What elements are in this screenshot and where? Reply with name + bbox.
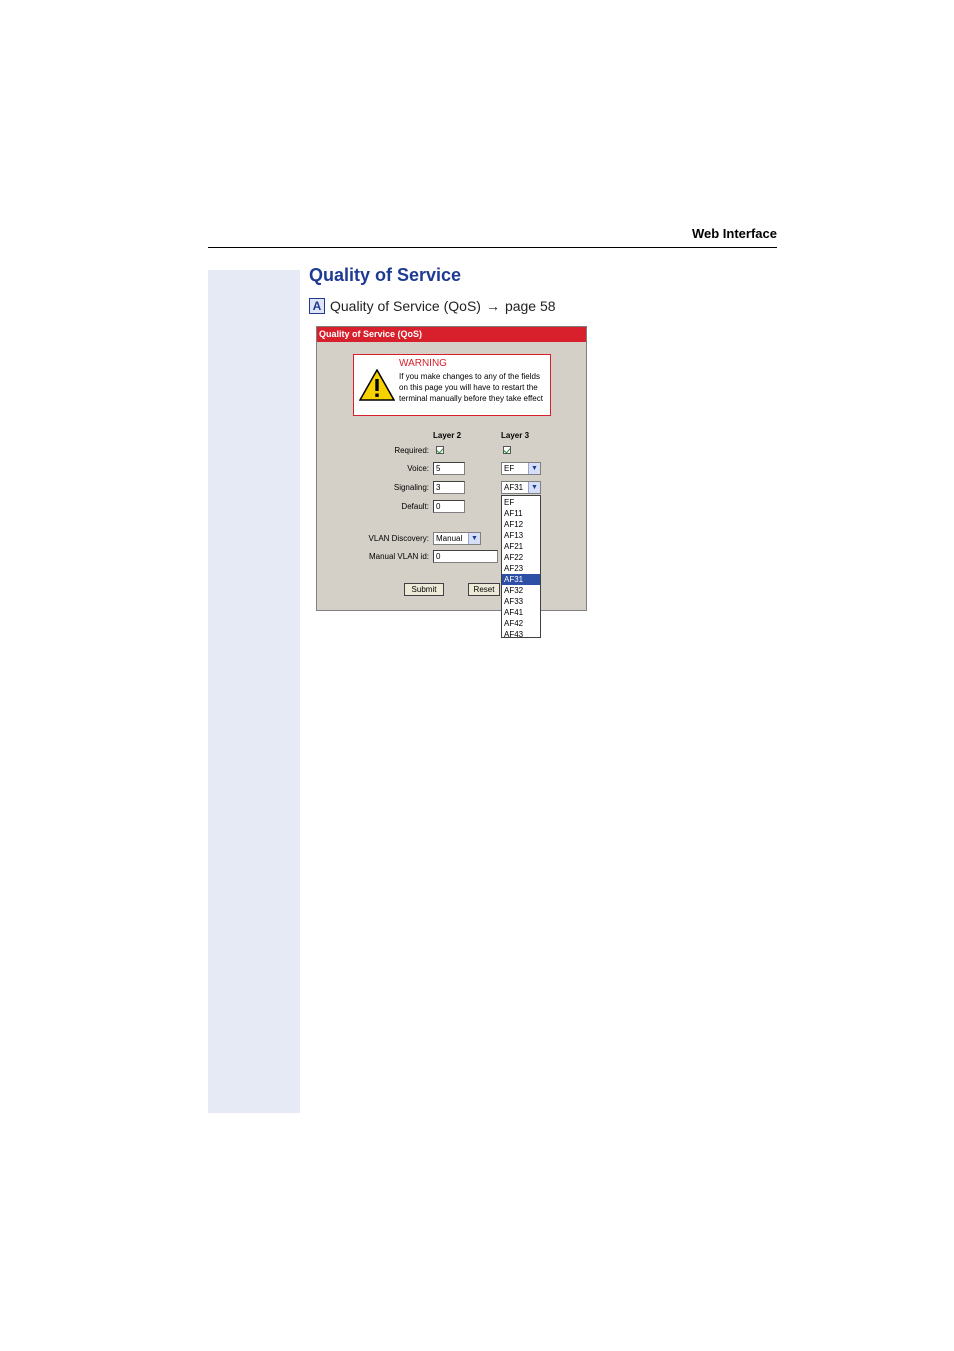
required-label: Required:	[394, 446, 429, 455]
submit-button[interactable]: Submit	[404, 583, 444, 596]
voice-layer2-input[interactable]: 5	[433, 462, 465, 475]
warning-text: If you make changes to any of the fields on this page you will have to restart the terminal manually before they take effect	[399, 372, 543, 403]
manual-vlan-id-input[interactable]: 0	[433, 550, 498, 563]
dropdown-option[interactable]: AF22	[504, 553, 524, 562]
warning-title: WARNING	[399, 358, 447, 369]
dropdown-option[interactable]: AF21	[504, 542, 524, 551]
signaling-layer3-value: AF31	[504, 483, 524, 492]
dropdown-option[interactable]: AF41	[504, 608, 524, 617]
default-layer2-input[interactable]: 0	[433, 500, 465, 513]
required-layer3-checkbox[interactable]	[503, 446, 511, 454]
signaling-label: Signaling:	[393, 483, 429, 492]
nav-page-link[interactable]: page 58	[504, 298, 556, 314]
required-layer2-checkbox[interactable]	[436, 446, 444, 454]
dropdown-option[interactable]: AF11	[504, 509, 523, 518]
chevron-down-icon[interactable]: ▼	[528, 463, 540, 474]
signaling-layer2-input[interactable]: 3	[433, 481, 465, 494]
panel-title: Quality of Service (QoS)	[317, 327, 586, 342]
voice-layer3-select[interactable]	[501, 462, 541, 475]
signaling-layer3-select[interactable]	[501, 481, 541, 494]
dropdown-option[interactable]: AF13	[504, 531, 524, 540]
reset-button[interactable]: Reset	[468, 583, 500, 596]
chevron-down-icon[interactable]: ▼	[528, 482, 540, 493]
arrow-right-icon: →	[485, 298, 500, 314]
warning-icon	[359, 369, 395, 401]
dropdown-option[interactable]: AF33	[504, 597, 524, 606]
voice-layer3-value: EF	[504, 464, 515, 473]
dropdown-option[interactable]: EF	[504, 498, 515, 507]
dropdown-option[interactable]: AF42	[504, 619, 524, 628]
header-rule	[208, 247, 777, 248]
dropdown-option[interactable]: AF12	[504, 520, 524, 529]
dropdown-option[interactable]: AF23	[504, 564, 524, 573]
layer3-header: Layer 3	[501, 431, 530, 440]
chevron-down-icon[interactable]: ▼	[468, 533, 480, 544]
voice-label: Voice:	[407, 464, 429, 473]
warning-box	[353, 354, 551, 416]
qos-screenshot-panel	[316, 326, 587, 611]
vlan-discovery-select[interactable]	[433, 532, 481, 545]
vlan-discovery-label: VLAN Discovery:	[368, 534, 429, 543]
manual-vlan-id-label: Manual VLAN id:	[368, 552, 429, 561]
dropdown-option[interactable]: AF32	[504, 586, 524, 595]
admin-icon: A	[309, 298, 325, 314]
running-header: Web Interface	[691, 226, 777, 241]
vlan-discovery-value: Manual	[436, 534, 463, 543]
nav-text: Quality of Service (QoS)	[330, 298, 481, 314]
layer2-header: Layer 2	[433, 431, 462, 440]
section-title: Quality of Service	[309, 265, 462, 285]
margin-sidebar	[208, 270, 300, 1113]
signaling-layer3-dropdown[interactable]	[501, 495, 541, 638]
dropdown-option[interactable]: AF43	[504, 630, 524, 639]
default-label: Default:	[401, 502, 429, 511]
navigation-reference	[309, 298, 556, 314]
dropdown-option[interactable]: AF31	[502, 574, 540, 585]
